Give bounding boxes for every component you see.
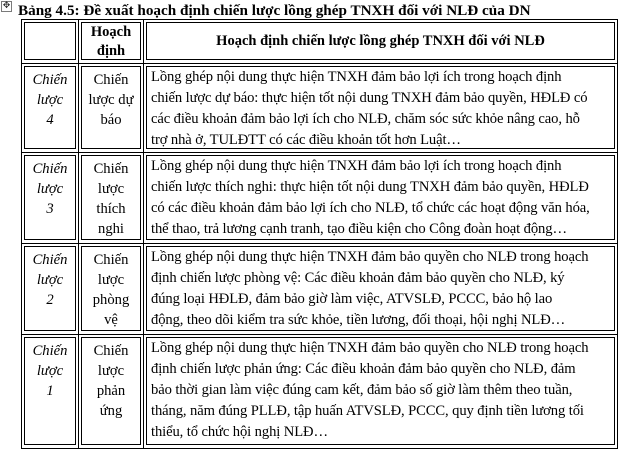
content-cell: Lồng ghép nội dung thực hiện TNXH đảm bảo lợi ích trong hoạch định chiến lược thích nghi: thực hiện tốt nội dung TNXH đảm bảo quyền, HĐLĐ có các điều khoản đảm bảo lợi ích cho NLĐ, tổ chức các hoạt động văn hóa, thể thao, trả lương cạnh tranh, tạo điều kiện cho Công đoàn hoạt động… [144, 153, 618, 244]
type-cell: Chiến lược thích nghi [79, 153, 144, 244]
header-plan-line2: định [96, 43, 126, 59]
strategy-cell: Chiến lược 4 [22, 64, 79, 153]
table-row [22, 64, 618, 153]
content-cell: Lồng ghép nội dung thực hiện TNXH đảm bảo lợi ích trong hoạch định chiến lược dự báo: thực hiện tốt nội dung TNXH đảm bảo quyền, HĐLĐ có các điều khoản đảm bảo lợi ích cho NLĐ, chăm sóc sức khỏe nâng cao, hỗ trợ nhà ở, TULĐTT có các điều khoản tốt hơn Luật… [144, 64, 618, 153]
table-move-handle-icon[interactable]: ✥ [2, 1, 11, 11]
content-cell: Lồng ghép nội dung thực hiện TNXH đảm bảo quyền cho NLĐ trong hoạch định chiến lược phản ứng: Các điều khoản đảm bảo quyền cho NLĐ, đảm bảo thời gian làm việc đúng cam kết, đảm bảo số giờ làm thêm theo tuần, tháng, năm đúng PLLĐ, tập huấn ATVSLĐ, PCCC, quy định tiền lương tối thiểu, tổ chức hội nghị NLĐ… [144, 335, 618, 449]
table-row [22, 244, 618, 335]
header-cell-plan [79, 20, 144, 64]
table-row [22, 335, 618, 449]
strategy-cell: Chiến lược 3 [22, 153, 79, 244]
type-cell: Chiến lược phản ứng [79, 335, 144, 449]
strategy-cell: Chiến lược 1 [22, 335, 79, 449]
table-row [22, 153, 618, 244]
table-header-row [22, 20, 618, 64]
content-cell: Lồng ghép nội dung thực hiện TNXH đảm bảo quyền cho NLĐ trong hoạch định chiến lược phòng vệ: Các điều khoản đảm bảo quyền cho NLĐ, ký đúng loại HĐLĐ, đảm bảo giờ làm việc, ATVSLĐ, PCCC, bảo hộ lao động, theo dõi kiểm tra sức khỏe, tiền lương, đối thoại, hội nghị NLĐ… [144, 244, 618, 335]
strategy-cell: Chiến lược 2 [22, 244, 79, 335]
type-cell: Chiến lược dự báo [79, 64, 144, 153]
header-plan-line1: Hoạch [90, 24, 132, 40]
table-caption: Bảng 4.5: Đề xuất hoạch định chiến lược lồng ghép TNXH đối với NLĐ của DN [18, 2, 531, 19]
header-cell-strategy-plan: Hoạch định chiến lược lồng ghép TNXH đối với NLĐ [144, 20, 618, 64]
strategy-table [21, 19, 618, 449]
header-cell-empty [22, 20, 79, 64]
type-cell: Chiến lược phòng vệ [79, 244, 144, 335]
